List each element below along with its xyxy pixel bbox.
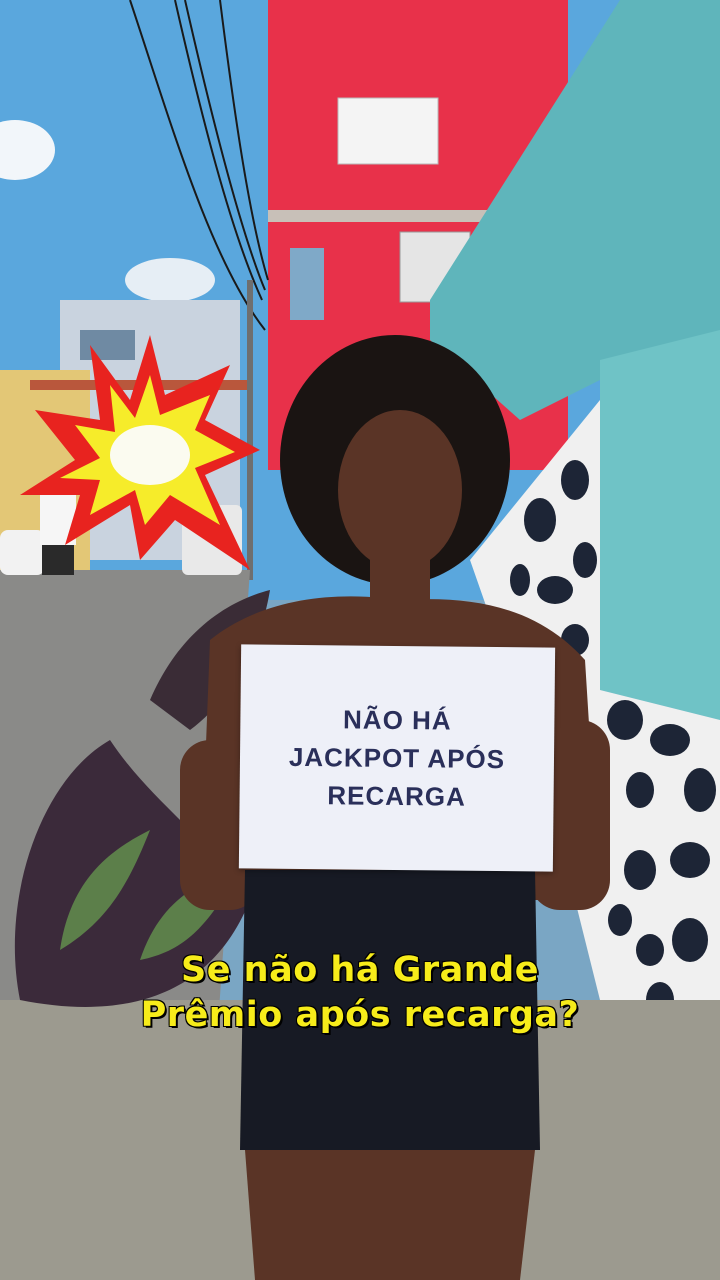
- cloud: [125, 258, 215, 302]
- sign-line-1: NÃO HÁ: [342, 704, 452, 736]
- sign-line-2: JACKPOT APÓS: [288, 741, 506, 775]
- held-sign: [239, 644, 555, 871]
- legs: [245, 1150, 535, 1280]
- face: [338, 410, 462, 570]
- window: [290, 248, 324, 320]
- pedestrian-shorts: [42, 545, 74, 575]
- parked-car: [0, 530, 45, 575]
- teal-wall-pillar: [600, 330, 720, 720]
- ledge: [268, 210, 488, 222]
- caption-line-1: Se não há Grande: [181, 950, 539, 990]
- caption-line-2: Prêmio após recarga?: [140, 995, 580, 1035]
- sign-line-3: RECARGA: [327, 780, 466, 812]
- window: [80, 330, 135, 360]
- window: [338, 98, 438, 164]
